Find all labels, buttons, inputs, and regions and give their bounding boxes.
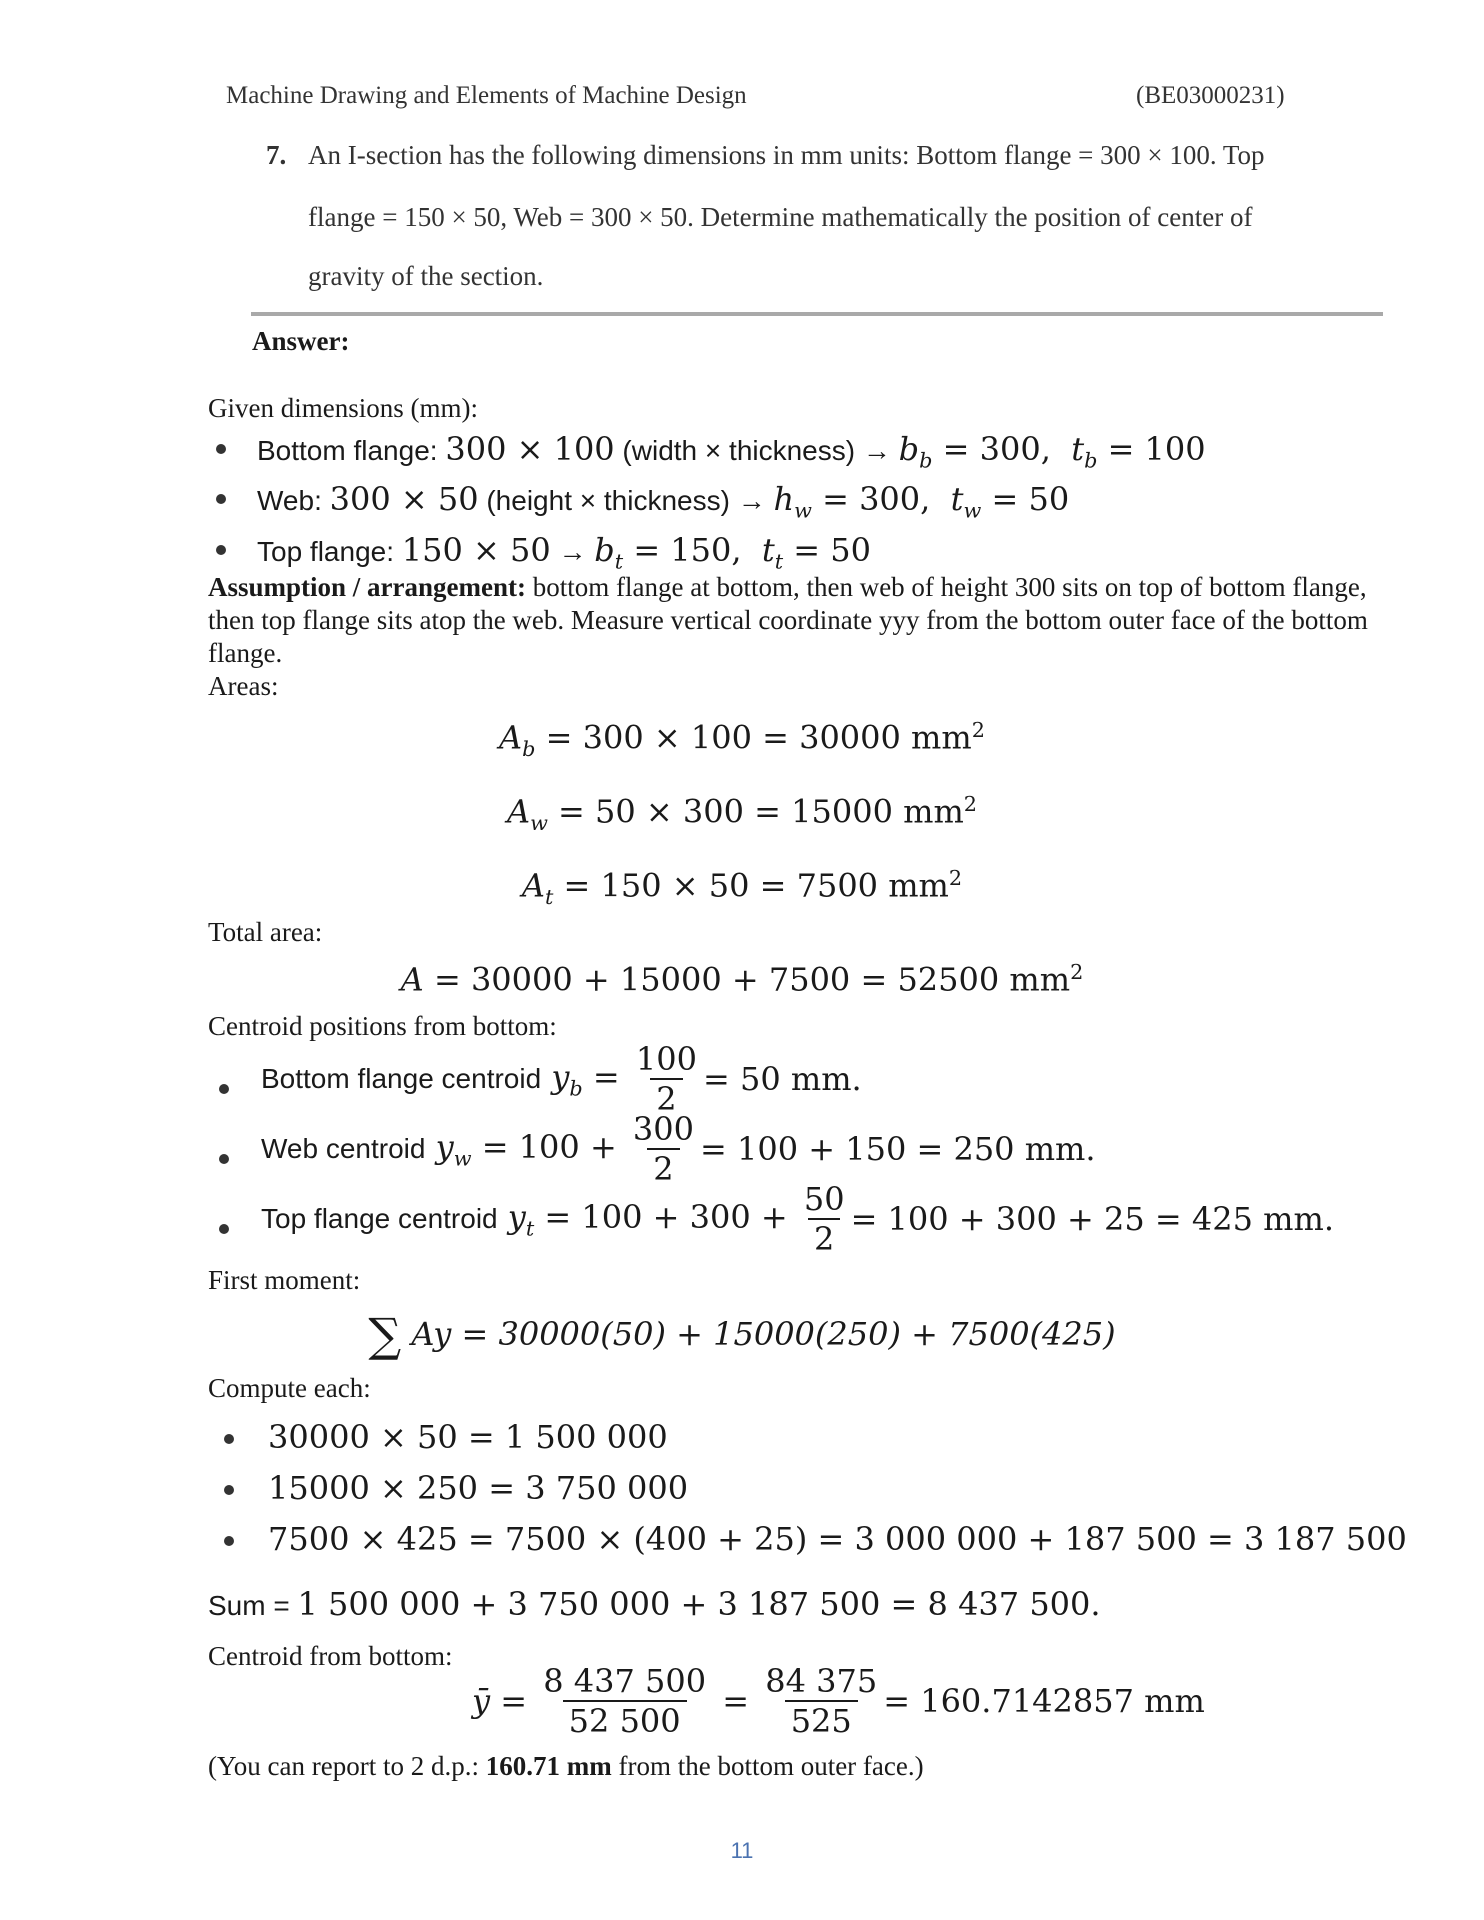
report-value: 160.71 mm [485, 1751, 612, 1781]
centroid-bottom-equation: = 50 mm. [702, 1060, 862, 1098]
bullet [216, 444, 226, 454]
report-suffix: from the bottom outer face.) [611, 1751, 924, 1781]
bullet [216, 494, 226, 504]
centroid-denominator-2: 525 [785, 1700, 858, 1740]
question-line-1: An I-section has the following dimensions in mm units: Bottom flange = 300 × 100. Top [308, 140, 1265, 170]
first-moment-expression: Ay = 30000(50) + 15000(250) + 7500(425) [411, 1315, 1116, 1353]
centroids-heading: Centroid positions from bottom: [208, 1011, 557, 1041]
area-bottom-equation: $A_b = 300 \times 100 = 30000$ $mm^2$ [499, 718, 985, 762]
course-title: Machine Drawing and Elements of Machine Design [226, 82, 747, 109]
answer-label: Answer: [252, 326, 350, 356]
assumption-label: Assumption / arrangement: [208, 572, 526, 602]
sum-equation: 1 500 000 + 3 750 000 + 3 187 500 = 8 437 500. [297, 1585, 1101, 1623]
total-area-equation: A = 30000 + 15000 + 7500 = 52500 $mm^2$ [400, 960, 1084, 999]
centroid-final-heading: Centroid from bottom: [208, 1641, 453, 1671]
centroid-web-label: Web centroid [261, 1133, 426, 1164]
first-moment-equation: ∑ Ay = 30000(50) + 15000(250) + 7500(425) [368, 1308, 1116, 1362]
assumption-text: bottom flange at bottom, then web of height 300 sits on top of bottom flange, then top flange sits atop the web. Measure vertical coordinate yyy from the bottom outer face of the bottom flange. [208, 572, 1368, 668]
given-bottom-flange: Bottom flange: 300 × 100 (width × thickness) → $b_b = 300$, $t_b = 100$ [257, 430, 1206, 473]
given-heading: Given dimensions (mm): [208, 393, 478, 423]
centroid-web-row: Web centroid $y_w = 100$ + $\frac{300}{2}$ = 100 + 150 = 250 mm. [261, 1110, 1096, 1188]
areas-heading: Areas: [208, 671, 279, 701]
bullet [224, 1434, 234, 1444]
compute-item-3: 7500 × 425 = 7500 × (400 + 25) = 3 000 000 + 187 500 = 3 187 500 [268, 1520, 1407, 1558]
bullet [219, 1084, 229, 1094]
bullet [224, 1485, 234, 1495]
centroid-top-equation: = 100 + 300 + 25 = 425 mm. [850, 1200, 1334, 1238]
course-code: (BE03000231) [1136, 82, 1285, 109]
question-line-2: flange = 150 × 50, Web = 300 × 50. Determine mathematically the position of center of [308, 202, 1253, 232]
report-line [208, 1751, 924, 1782]
bullet [219, 1154, 229, 1164]
assumption-paragraph [208, 571, 1388, 670]
page-number: 11 [730, 1838, 754, 1863]
compute-heading: Compute each: [208, 1373, 371, 1403]
first-moment-heading: First moment: [208, 1265, 361, 1295]
centroid-top-label: Top flange centroid [261, 1203, 498, 1234]
report-prefix: (You can report to 2 d.p.: [208, 1751, 486, 1781]
horizontal-rule [251, 312, 1383, 316]
centroid-final-equation: ȳ = $\frac{8 437 500}{52 500}$ = $\frac{84 375}{525}$ = 160.7142857 mm [472, 1662, 1205, 1740]
question-number: 7. [266, 140, 287, 170]
total-heading: Total area: [208, 917, 323, 947]
bullet [224, 1536, 234, 1546]
centroid-web-equation: = 100 + 150 = 250 mm. [700, 1130, 1096, 1168]
centroid-result: = 160.7142857 mm [883, 1682, 1205, 1720]
sum-line [208, 1585, 1101, 1623]
sum-label: Sum = [208, 1590, 298, 1621]
bullet [216, 545, 226, 555]
centroid-denominator-1: 52 500 [563, 1700, 687, 1740]
centroid-bottom-row: Bottom flange centroid $y_b$ = $\frac{100}{2}$ = 50 mm. [261, 1040, 862, 1118]
compute-item-2: 15000 × 250 = 3 750 000 [268, 1469, 689, 1507]
given-web: Web: 300 × 50 (height × thickness) → $h_w = 300$, $t_w = 50$ [257, 480, 1070, 523]
question-line-3: gravity of the section. [308, 261, 544, 291]
compute-item-1: 30000 × 50 = 1 500 000 [268, 1418, 668, 1456]
centroid-bottom-label: Bottom flange centroid [261, 1063, 542, 1094]
bullet [219, 1224, 229, 1234]
given-top-flange: Top flange: $150 \times 50 \to b_t = 150$, $t_t = 50$ [257, 531, 871, 574]
area-web-equation: $A_w = 50 \times 300 = 15000$ $mm^2$ [506, 792, 978, 836]
centroid-numerator-2: 84 375 [765, 1662, 878, 1700]
centroid-top-row: Top flange centroid $y_t = 100 + 300$ + $\frac{50}{2}$ = 100 + 300 + 25 = 425 mm. [261, 1180, 1334, 1258]
centroid-numerator-1: 8 437 500 [543, 1662, 707, 1700]
area-top-equation: $A_t = 150 \times 50 = 7500$ $mm^2$ [521, 866, 963, 910]
